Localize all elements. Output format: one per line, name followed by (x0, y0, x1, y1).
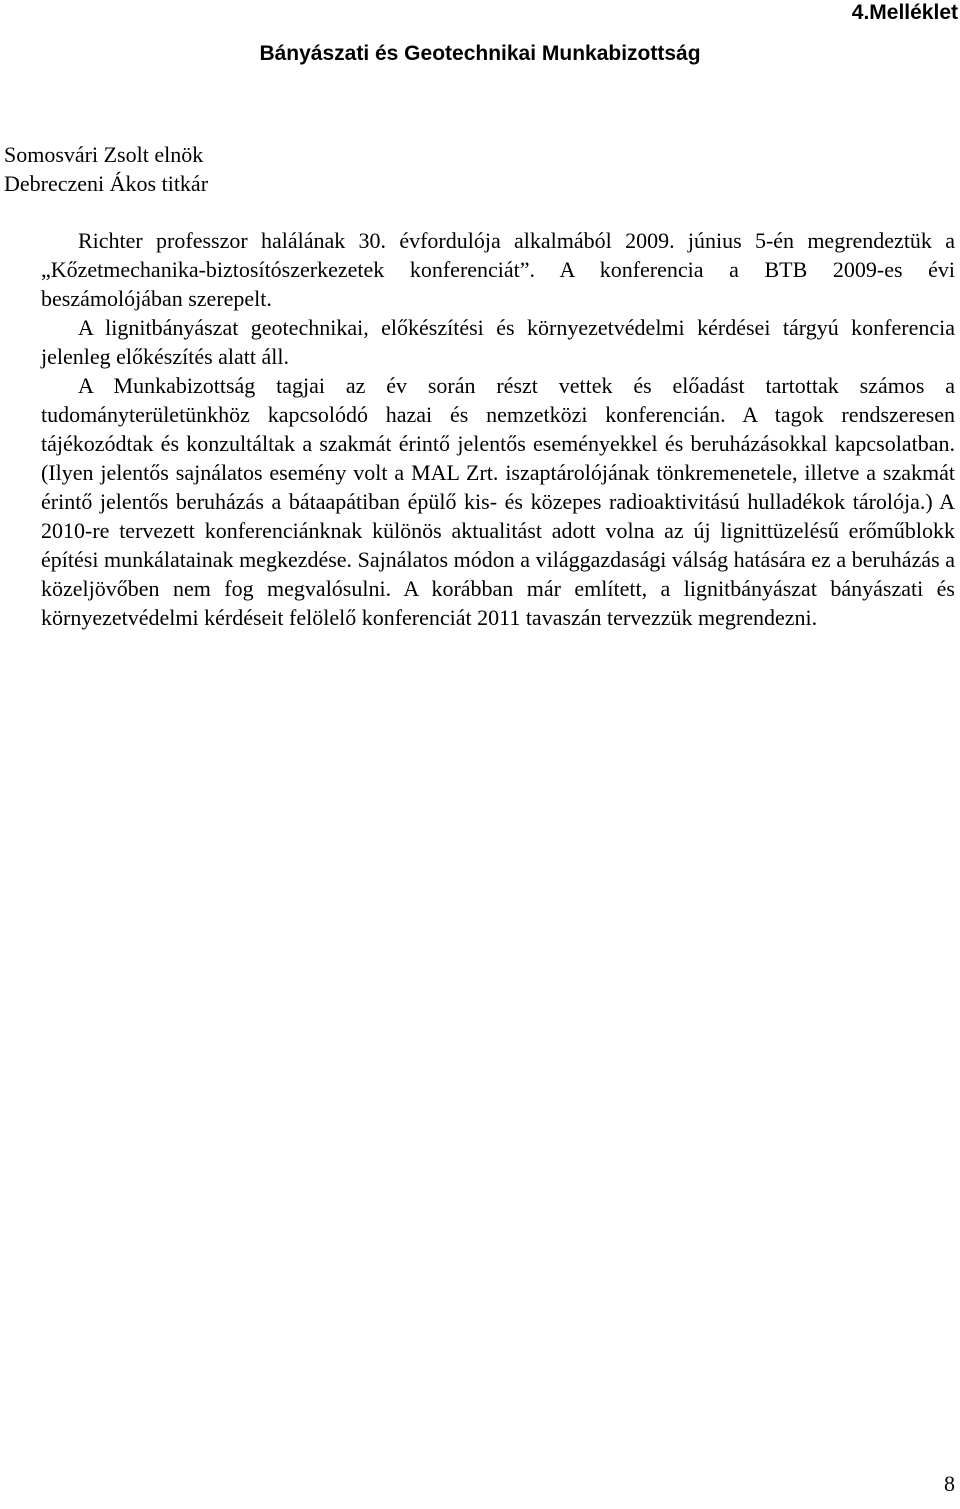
report-body (41, 226, 955, 632)
committee-title: Bányászati és Geotechnikai Munkabizottság (259, 42, 701, 65)
annex-label: 4.Melléklet (851, 1, 958, 24)
paragraph-committee-activities: A Munkabizottság tagjai az év során részt vettek és előadást tartottak számos a tudományterületünkhöz kapcsolódó hazai és nemzetközi konferencián. A tagok rendszeresen tájékozódtak és konzultáltak a szakmát érintő jelentős eseményekkel és beruházásokkal kapcsolatban. (Ilyen jelentős sajnálatos esemény volt a MAL Zrt. iszaptárolójának tönkremenetele, illetve a szakmát érintő jelentős beruházás a bátaapátiban épülő kis- és közepes radioaktivitású hulladékok tárolója.) A 2010-re tervezett konferenciánknak különös aktualitást adott volna az új lignittüzelésű erőműblokk építési munkálatainak megkezdése. Sajnálatos módon a világgazdasági válság hatására ez a beruházás a közeljövőben nem fog megvalósulni. A korábban már említett, a lignitbányászat bányászati és környezetvédelmi kérdéseit felölelő konferenciát 2011 tavaszán tervezzük megrendezni. (41, 373, 955, 630)
page-number: 8 (944, 1471, 955, 1496)
secretary-line: Debreczeni Ákos titkár (4, 171, 209, 196)
chairman-line: Somosvári Zsolt elnök (4, 142, 204, 167)
paragraph-conference-2009: Richter professzor halálának 30. évfordulója alkalmából 2009. június 5-én megrendeztük a „Kőzetmechanika-biztosítószerkezetek konferenciát”. A konferencia a BTB 2009-es évi beszámolójában szerepelt. (41, 228, 955, 311)
officers-block (4, 140, 208, 198)
paragraph-lignite-conference: A lignitbányászat geotechnikai, előkészítési és környezetvédelmi kérdései tárgyú konferencia jelenleg előkészítés alatt áll. (41, 315, 955, 369)
